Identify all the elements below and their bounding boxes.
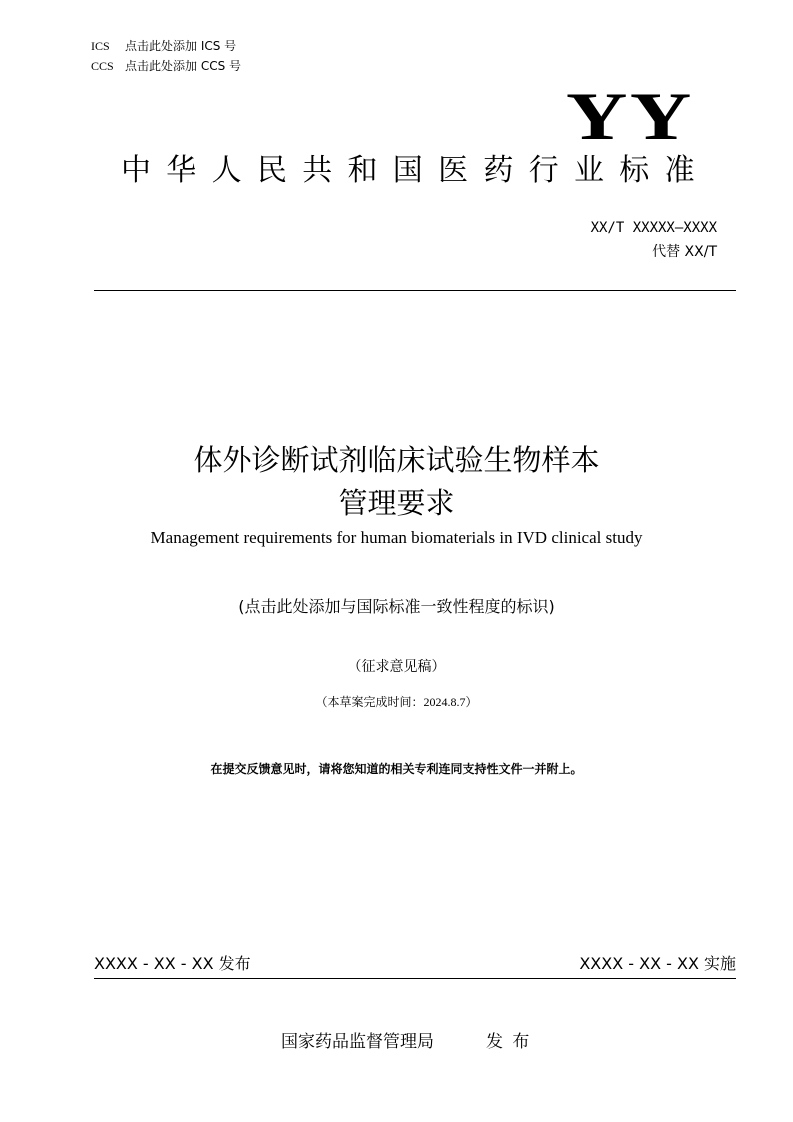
yy-logo: YY: [566, 78, 694, 154]
patent-notice: 在提交反馈意见时，请将您知道的相关专利连同支持性文件一并附上。: [210, 762, 583, 776]
draft-completion-date: （本草案完成时间：2024.8.7）: [315, 695, 478, 709]
standard-category: 中华人民共和国医药行业标准: [121, 153, 710, 188]
draft-stage: （征求意见稿）: [347, 660, 446, 675]
ics-line: [91, 38, 236, 54]
header-divider: [94, 290, 736, 291]
replaces-standard: 代替 XX/T: [652, 244, 717, 260]
issuing-authority: 国家药品监督管理局: [281, 1032, 434, 1052]
issue-word: 发 布: [486, 1032, 532, 1052]
standard-number: XX/T XXXXX—XXXX: [590, 220, 717, 236]
ccs-line: [91, 58, 241, 74]
ics-placeholder[interactable]: 点击此处添加 ICS 号: [125, 39, 237, 53]
consistency-note[interactable]: (点击此处添加与国际标准一致性程度的标识): [238, 597, 555, 616]
ics-label: ICS: [91, 39, 110, 53]
publish-date: XXXX - XX - XX 发布: [94, 954, 251, 973]
ccs-placeholder[interactable]: 点击此处添加 CCS 号: [125, 59, 242, 73]
title-cn-line1: 体外诊断试剂临床试验生物样本: [193, 443, 600, 477]
ccs-label: CCS: [91, 59, 114, 73]
title-en: Management requirements for human biomaterials in IVD clinical study: [150, 528, 643, 547]
footer-divider: [94, 978, 736, 979]
title-cn-line2: 管理要求: [338, 486, 455, 520]
implement-date: XXXX - XX - XX 实施: [579, 954, 736, 973]
